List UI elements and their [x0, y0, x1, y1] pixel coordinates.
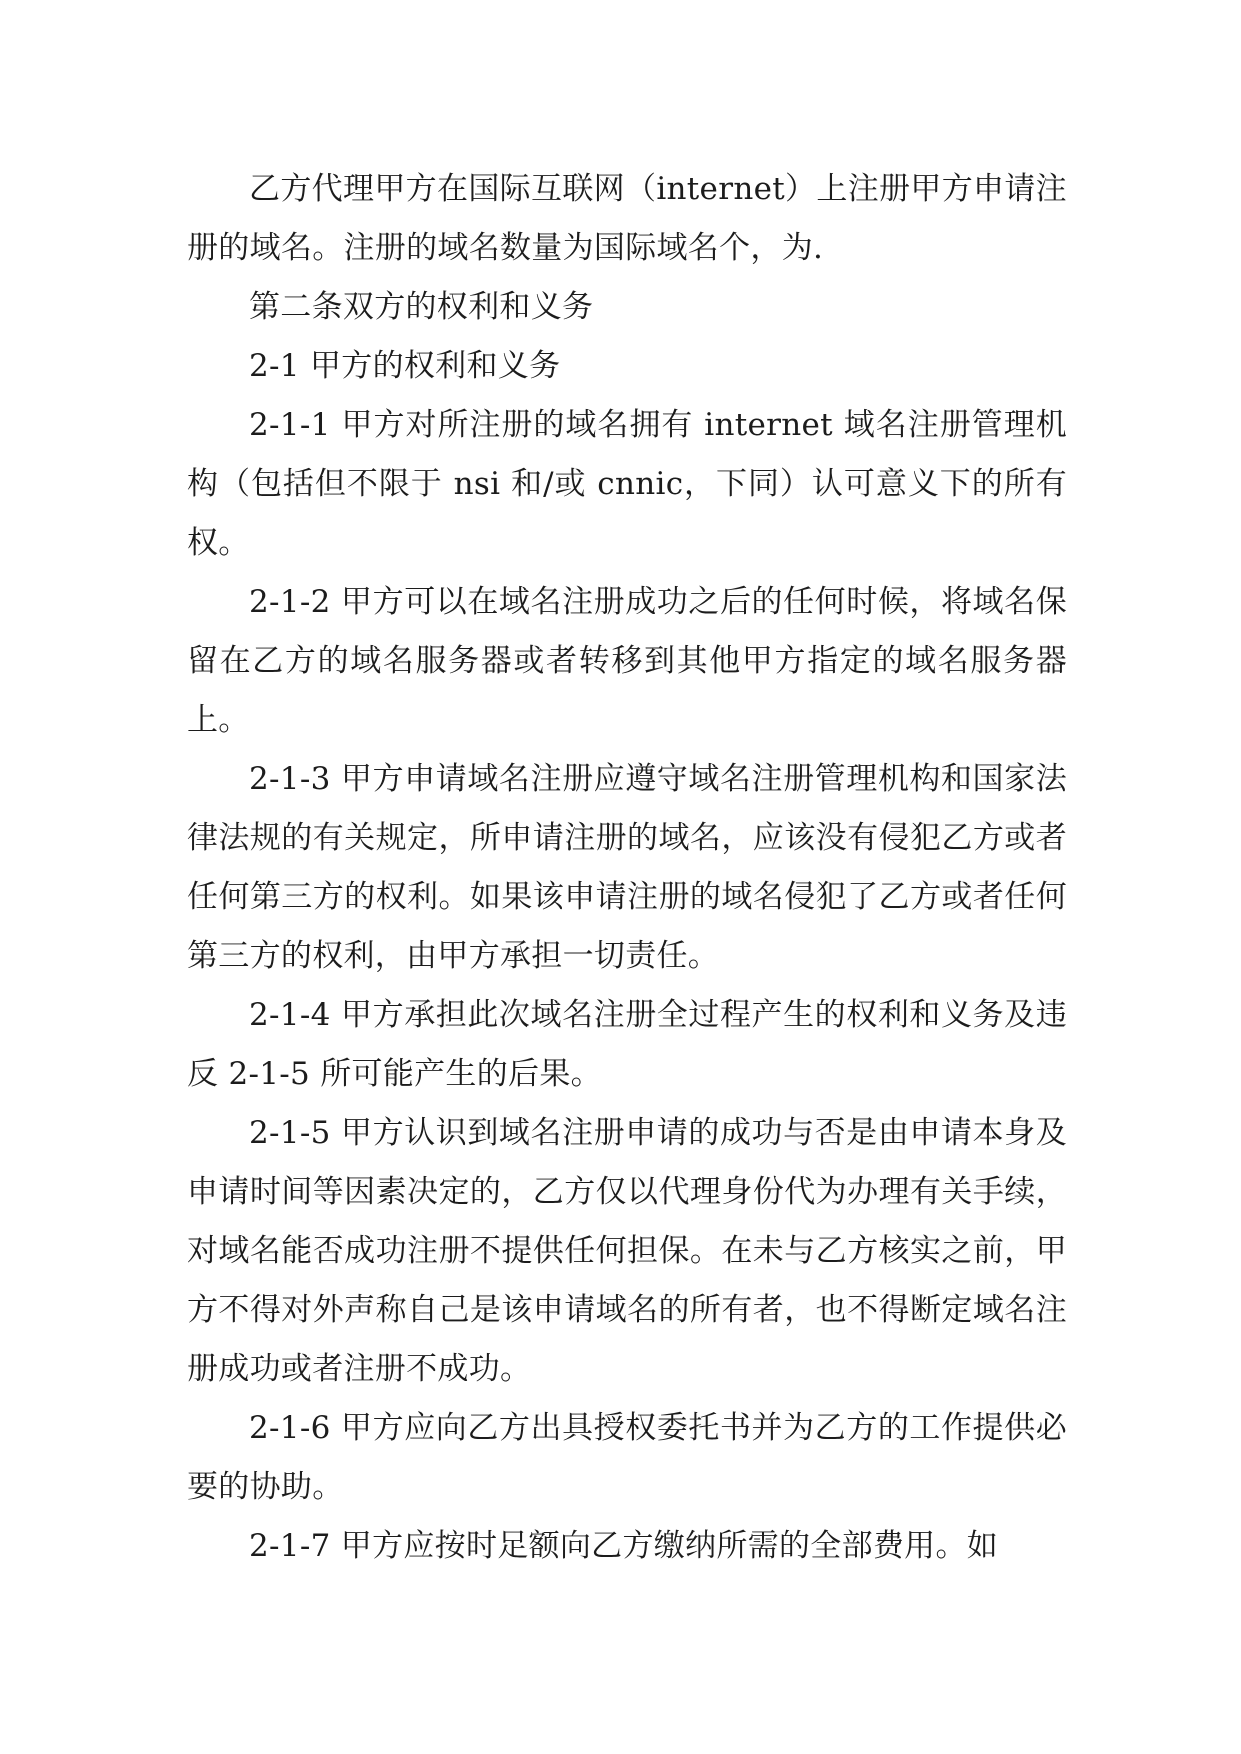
clause-2-1-3: 2-1-3 甲方申请域名注册应遵守域名注册管理机构和国家法律法规的有关规定，所申请注册的域名，应该没有侵犯乙方或者任何第三方的权利。如果该申请注册的域名侵犯了乙方或者任何第三方的权利，由甲方承担一切责任。 [187, 761, 1067, 974]
clause-2-1-2: 2-1-2 甲方可以在域名注册成功之后的任何时候，将域名保留在乙方的域名服务器或者转移到其他甲方指定的域名服务器上。 [187, 584, 1067, 738]
document-body [187, 160, 1067, 1576]
section-heading: 第二条双方的权利和义务 [249, 289, 594, 325]
subsection-heading: 2-1 甲方的权利和义务 [249, 348, 561, 384]
clause-2-1-6: 2-1-6 甲方应向乙方出具授权委托书并为乙方的工作提供必要的协助。 [187, 1410, 1067, 1505]
clause-2-1-5: 2-1-5 甲方认识到域名注册申请的成功与否是由申请本身及申请时间等因素决定的，乙方仅以代理身份代为办理有关手续，对域名能否成功注册不提供任何担保。在未与乙方核实之前，甲方不得对外声称自己是该申请域名的所有者，也不得断定域名注册成功或者注册不成功。 [187, 1115, 1067, 1387]
clause-2-1-4: 2-1-4 甲方承担此次域名注册全过程产生的权利和义务及违反 2-1-5 所可能产生的后果。 [187, 997, 1067, 1092]
clause-2-1-7: 2-1-7 甲方应按时足额向乙方缴纳所需的全部费用。如 [249, 1528, 999, 1564]
clause-2-1-1: 2-1-1 甲方对所注册的域名拥有 internet 域名注册管理机构（包括但不限于 nsi 和/或 cnnic，下同）认可意义下的所有权。 [187, 407, 1067, 561]
paragraph-intro: 乙方代理甲方在国际互联网（internet）上注册甲方申请注册的域名。注册的域名数量为国际域名个，为. [187, 171, 1067, 266]
